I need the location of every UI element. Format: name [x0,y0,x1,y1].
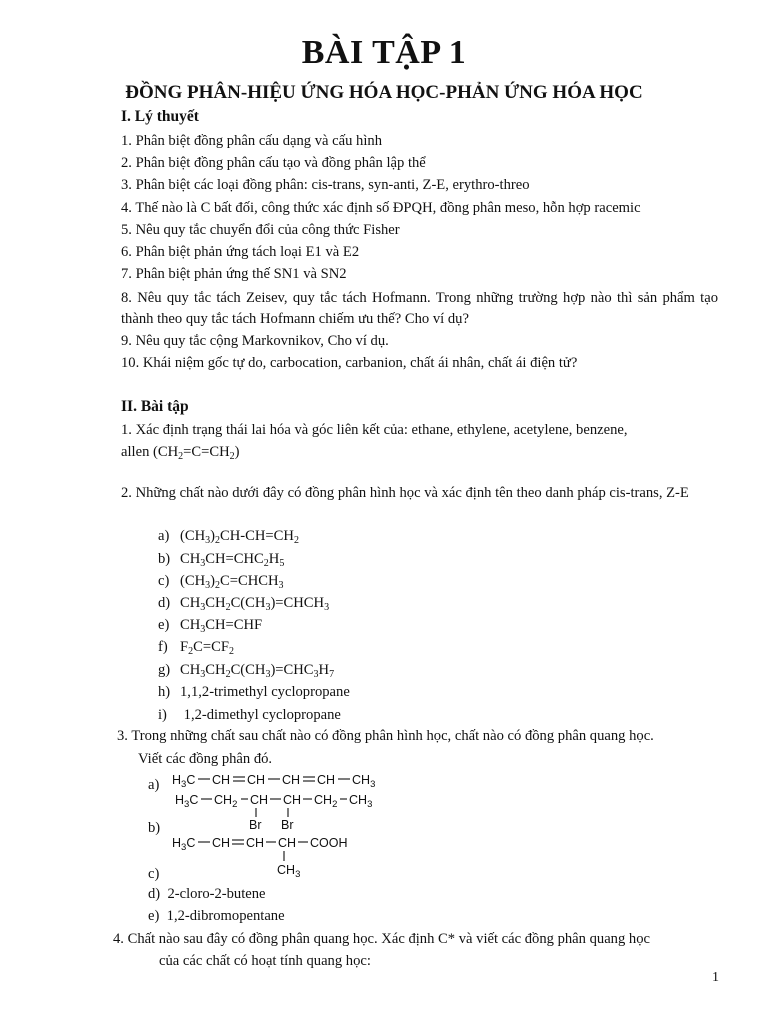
formula-text: 1,1,2-trimethyl cyclopropane [180,684,350,700]
svg-text:CH2: $CH_2$ [214,793,238,810]
formula-subscript: 3 [324,602,330,613]
q2-option-label: g) [158,662,171,678]
theory-item: 1. Phân biệt đồng phân cấu dạng và cấu hình [121,133,382,149]
formula-subscript: 5 [279,558,285,569]
theory-item: 9. Nêu quy tắc cộng Markovnikov, Cho ví dụ. [121,333,389,349]
exercises-heading: II. Bài tập [121,398,189,415]
q3-option-label: c) [148,866,160,882]
formula-subscript: 3 [200,602,206,613]
formula-subscript: 2 [263,558,269,569]
formula-text: H [318,662,330,678]
formula-text: C=CF [193,639,229,655]
question-3-continued: Viết các đồng phân đó. [138,751,273,767]
question-4-continued: của các chất có hoạt tính quang học: [159,953,371,969]
formula-subscript: 3 [200,669,206,680]
formula-text: C(CH [230,662,266,678]
formula-subscript: 2 [215,535,221,546]
formula-text: (CH [180,528,206,544]
theory-item: 10. Khái niệm gốc tự do, carbocation, carbanion, chất ái nhân, chất ái điện tử? [121,355,578,371]
page-title: BÀI TẬP 1 [301,34,467,71]
question-3: 3. Trong những chất sau chất nào có đồng phân hình học, chất nào có đồng phân quang học. [117,728,654,744]
formula-text: 1,2-dimethyl cyclopropane [180,707,341,723]
formula-text: (CH [180,573,206,589]
q3-option: e) 1,2-dibromopentane [148,908,285,924]
theory-item: 3. Phân biệt các loại đồng phân: cis-trans, syn-anti, Z-E, erythro-threo [121,177,530,193]
formula-subscript: 3 [205,535,211,546]
formula-text: H [268,551,280,567]
q3-option-label: a) [148,777,160,793]
q2-option-label: b) [158,551,171,567]
formula-text: CH [180,551,201,567]
formula-subscript: 3 [200,624,206,635]
q2-option-label: e) [158,617,170,633]
theory-item: 5. Nêu quy tắc chuyển đổi của công thức Fisher [121,222,400,238]
formula-subscript: 3 [278,580,284,591]
q2-option-label: f) [158,639,168,655]
structure-a [172,773,375,790]
q2-option-label: a) [158,528,170,544]
question-1: 1. Xác định trạng thái lai hóa và góc liên kết của: ethane, ethylene, acetylene, benzene, [121,422,628,438]
svg-text:CH: CH [317,773,336,787]
question-4: 4. Chất nào sau đây có đồng phân quang học. Xác định C* và viết các đồng phân quang học [113,931,650,947]
q2-option-label: d) [158,595,171,611]
structure-b [175,793,372,832]
formula-subscript: 2 [228,646,234,657]
svg-text:CH: CH [282,773,301,787]
q2-option-label: i) [158,707,167,723]
svg-text:H3C: $H_3C$ [175,793,199,810]
q3-option-label: b) [148,820,161,836]
formula-subscript: 7 [329,669,335,680]
svg-text:CH: CH [212,773,231,787]
formula-text: CH [180,595,201,611]
svg-text:Br: Br [249,818,262,832]
formula-text: F [180,639,189,655]
theory-heading: I. Lý thuyết [121,108,199,125]
structure-c [172,836,348,880]
svg-text:CH3: $CH_3$ [349,793,373,810]
svg-text:CH3: $CH_3$ [352,773,376,790]
theory-item: 8. Nêu quy tắc tách Zeisev, quy tắc tách Hofmann. Trong những trường hợp nào thì sản phẩm tạo thành theo quy tắc tách Hofmann chiếm ưu thế? Cho ví dụ? [121,290,718,327]
svg-text:Br: Br [281,818,294,832]
formula-subscript: 2 [225,602,231,613]
svg-text:CH: CH [283,793,302,807]
formula-text: )=CHC [270,662,314,678]
formula-text: CH [205,662,226,678]
formula-text: CH=CHF [205,617,263,633]
formula-text: CH=CHC [205,551,264,567]
formula-subscript: 2 [293,535,299,546]
page-subtitle: ĐỒNG PHÂN-HIỆU ỨNG HÓA HỌC-PHẢN ỨNG HÓA HỌC [125,82,643,103]
svg-text:CH3: $CH_3$ [277,863,301,880]
theory-item: 2. Phân biệt đồng phân cấu tạo và đồng phân lập thể [121,155,426,171]
svg-text:H3C: $H_3C$ [172,773,196,790]
formula-text: C(CH [230,595,266,611]
q2-option-label: h) [158,684,171,700]
formula-subscript: 2 [215,580,221,591]
svg-text:CH: CH [246,836,265,850]
formula-subscript: 2 [188,646,194,657]
formula-subscript: 3 [265,669,271,680]
svg-text:CH: CH [212,836,231,850]
formula-subscript: 3 [205,580,211,591]
formula-text: CH [180,662,201,678]
question-2: 2. Những chất nào dưới đây có đồng phân hình học và xác định tên theo danh pháp cis-trans, Z-E [121,485,689,501]
svg-text:H3C: $H_3C$ [172,836,196,853]
formula-text: CH [205,595,226,611]
formula-subscript: 3 [200,558,206,569]
theory-item: 4. Thế nào là C bất đối, công thức xác định số ĐPQH, đồng phân meso, hỗn hợp racemic [121,200,641,216]
svg-text:CH: CH [250,793,269,807]
formula-text: ) [210,573,216,589]
formula-text: C=CHCH [220,573,279,589]
theory-item: 7. Phân biệt phản ứng thế SN1 và SN2 [121,266,347,282]
formula-subscript: 2 [225,669,231,680]
page-number: 1 [712,970,719,985]
svg-text:CH: CH [247,773,266,787]
formula-text: CH [180,617,201,633]
svg-text:CH: CH [278,836,297,850]
svg-text:COOH: COOH [310,836,348,850]
question-1-continued: allen $(CH_2=C=CH_2)$ [121,444,240,462]
formula-text: ) [210,528,216,544]
theory-item: 6. Phân biệt phản ứng tách loại E1 và E2 [121,244,360,260]
formula-text: )=CHCH [270,595,325,611]
formula-subscript: 3 [265,602,271,613]
formula-subscript: 3 [313,669,319,680]
q3-option: d) 2-cloro-2-butene [148,886,266,902]
svg-text:CH2: $CH_2$ [314,793,338,810]
q2-option-label: c) [158,573,170,589]
formula-text: CH-CH=CH [220,528,294,544]
